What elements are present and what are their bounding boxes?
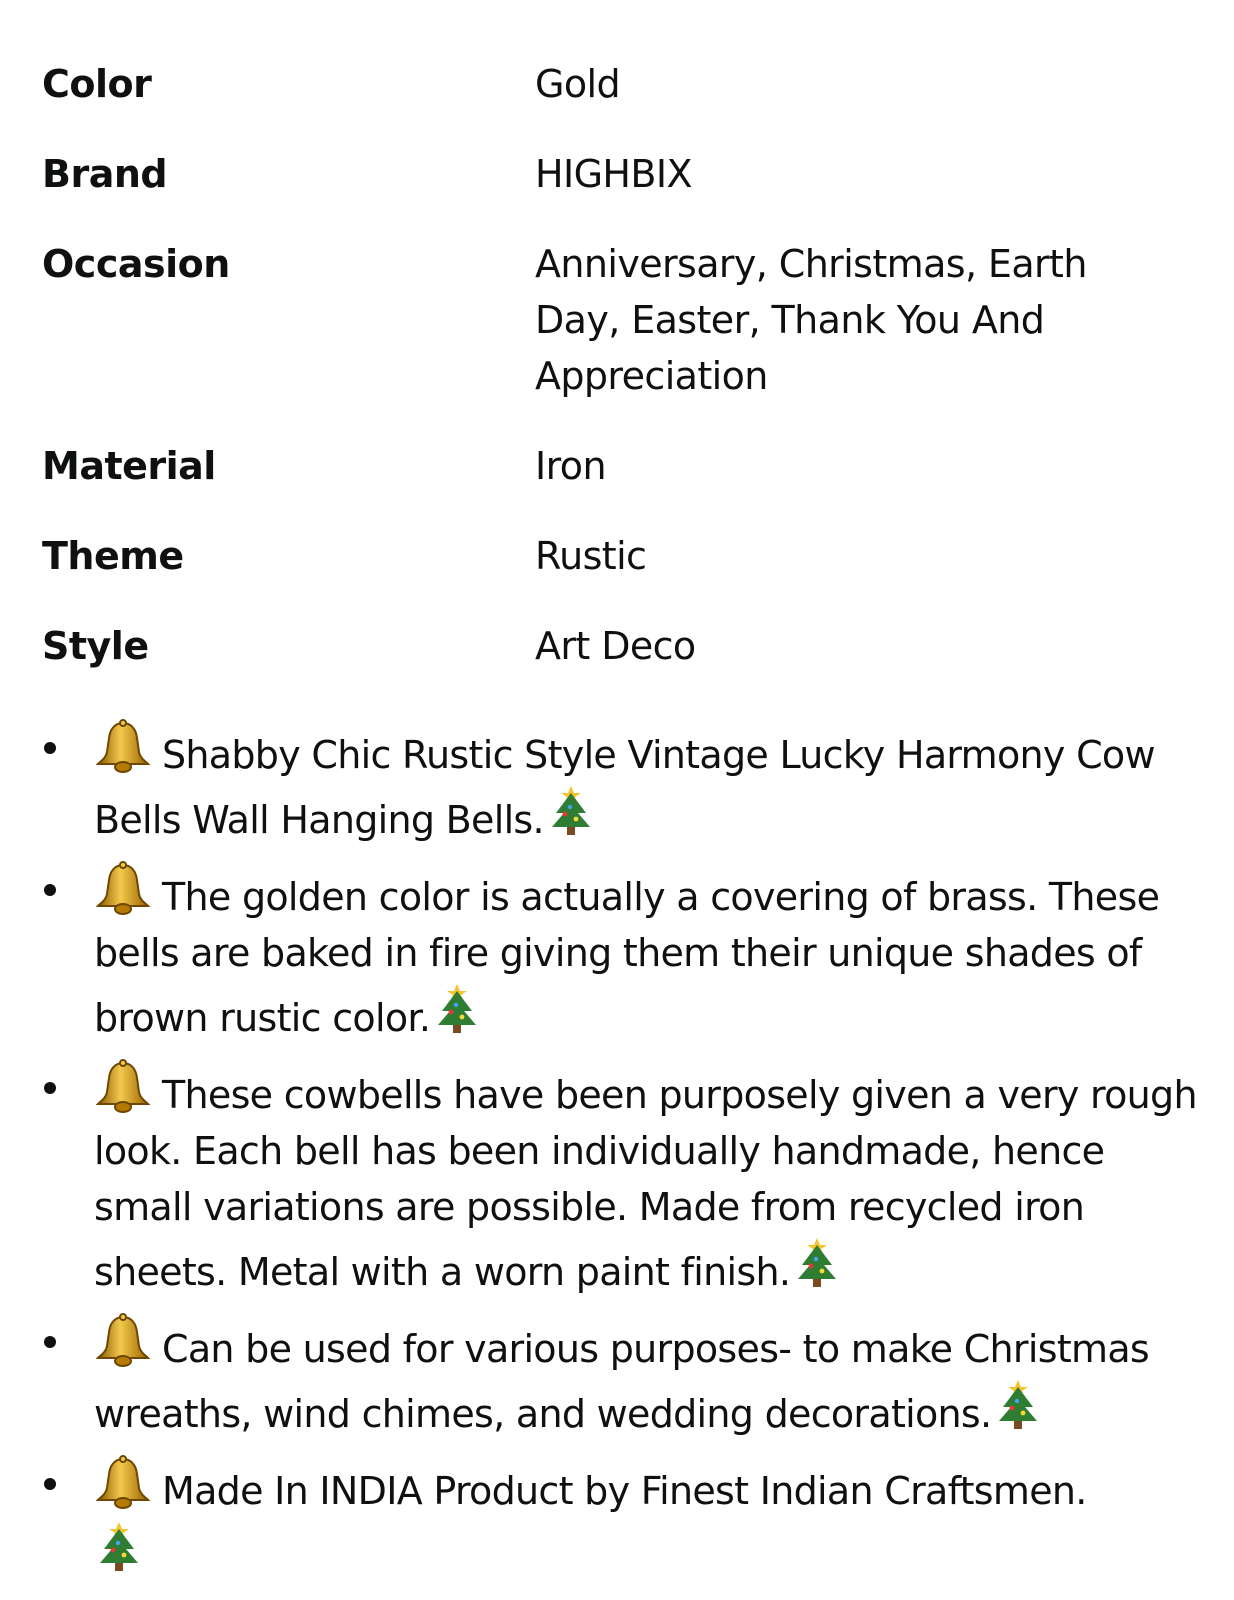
feature-text: These cowbells have been purposely given a very rough look. Each bell has been individually handmade, hence small variations are possible. Made from recycled iron sheets. Metal with a worn paint finish. bbox=[94, 1073, 1197, 1294]
spec-value: Iron bbox=[535, 444, 606, 488]
bullet-dot bbox=[44, 1478, 56, 1490]
spec-value: Rustic bbox=[535, 534, 647, 578]
christmas-tree-icon bbox=[94, 1519, 144, 1575]
spec-label: Occasion bbox=[42, 242, 230, 286]
bullet-dot bbox=[44, 742, 56, 754]
feature-bullet bbox=[42, 1312, 1212, 1442]
spec-value: Gold bbox=[535, 62, 620, 106]
bell-icon bbox=[94, 1058, 152, 1114]
christmas-tree-icon bbox=[432, 981, 482, 1037]
christmas-tree-icon bbox=[792, 1235, 842, 1291]
spec-row-brand bbox=[42, 146, 1192, 236]
spec-row-color bbox=[42, 56, 1192, 146]
spec-label: Color bbox=[42, 62, 152, 106]
feature-text: The golden color is actually a covering of brass. These bells are baked in fire giving them their unique shades of brown rustic color. bbox=[94, 875, 1160, 1040]
bell-icon bbox=[94, 860, 152, 916]
spec-value: HIGHBIX bbox=[535, 152, 692, 196]
bell-icon bbox=[94, 1454, 152, 1510]
spec-label: Material bbox=[42, 444, 216, 488]
spec-row-style bbox=[42, 618, 1192, 708]
spec-label: Style bbox=[42, 624, 149, 668]
spec-row-occasion bbox=[42, 236, 1192, 438]
product-specifications bbox=[42, 56, 1192, 708]
feature-bullet bbox=[42, 718, 1212, 848]
feature-bullet bbox=[42, 1058, 1212, 1300]
spec-value: Art Deco bbox=[535, 624, 696, 668]
feature-text: Can be used for various purposes- to make Christmas wreaths, wind chimes, and wedding decorations. bbox=[94, 1327, 1150, 1436]
bullet-dot bbox=[44, 884, 56, 896]
feature-bullet bbox=[42, 1454, 1212, 1575]
christmas-tree-icon bbox=[546, 783, 596, 839]
bullet-dot bbox=[44, 1336, 56, 1348]
spec-label: Theme bbox=[42, 534, 184, 578]
spec-label: Brand bbox=[42, 152, 168, 196]
spec-row-material bbox=[42, 438, 1192, 528]
spec-row-theme bbox=[42, 528, 1192, 618]
last-tree-line bbox=[94, 1519, 1212, 1575]
christmas-tree-icon bbox=[993, 1377, 1043, 1433]
feature-bullets bbox=[42, 718, 1212, 1587]
feature-text: Made In INDIA Product by Finest Indian Craftsmen. bbox=[162, 1469, 1087, 1513]
bullet-dot bbox=[44, 1082, 56, 1094]
feature-bullet bbox=[42, 860, 1212, 1046]
spec-value: Anniversary, Christmas, Earth Day, Easter, Thank You And Appreciation bbox=[535, 242, 1087, 398]
bell-icon bbox=[94, 1312, 152, 1368]
bell-icon bbox=[94, 718, 152, 774]
feature-text: Shabby Chic Rustic Style Vintage Lucky Harmony Cow Bells Wall Hanging Bells. bbox=[94, 733, 1155, 842]
